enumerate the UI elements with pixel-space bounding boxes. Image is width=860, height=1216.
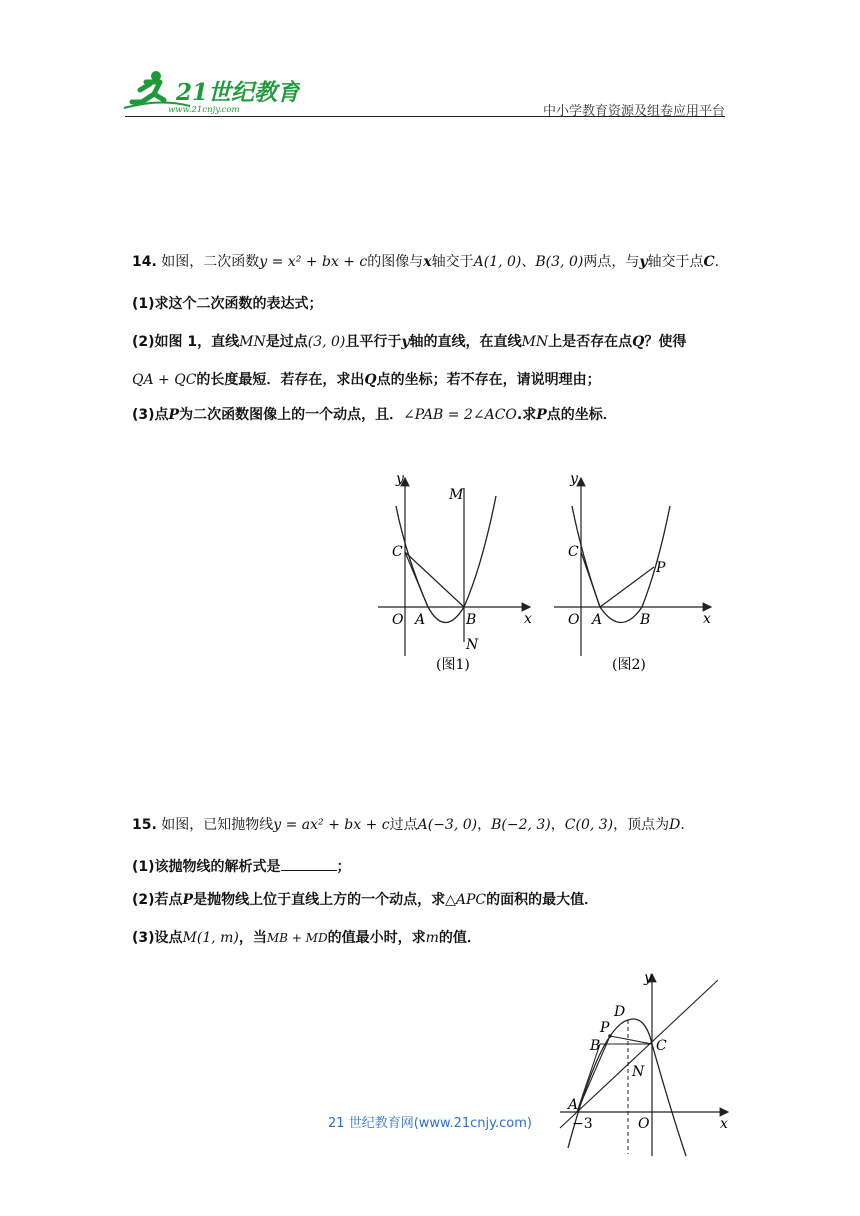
q15-text: 如图，已知抛物线 xyxy=(161,817,274,833)
q14-text: 点的坐标． xyxy=(546,407,617,423)
q14-text: 如图，二次函数 xyxy=(161,254,260,270)
q15-point-c: C(0, 3) xyxy=(564,817,614,833)
q14-text: 且平行于 xyxy=(345,334,402,350)
header-divider xyxy=(125,116,725,117)
q15-text: (1)该抛物线的解析式是 xyxy=(132,859,281,875)
q14-point: (3, 0) xyxy=(307,334,346,350)
q14-text: . xyxy=(714,254,720,270)
q14-text: 点的坐标；若不存在，请说明理由； xyxy=(376,372,601,388)
q14-number: 14. xyxy=(132,254,157,270)
label-y: y xyxy=(644,970,652,986)
label-x: x xyxy=(720,1116,728,1132)
fig1-caption: (图1) xyxy=(436,657,470,673)
logo-url-text: www.21cnjy.com xyxy=(168,105,240,115)
q14-text: (2)如图 1，直线 xyxy=(132,334,240,350)
q14-point-p: P xyxy=(168,407,180,423)
header-platform-text: 中小学教育资源及组卷应用平台 xyxy=(542,104,725,119)
q15-part2 xyxy=(132,890,598,910)
q14-text: .求 xyxy=(516,407,537,423)
label-neg3: −3 xyxy=(572,1116,593,1132)
q14-line-mn: MN xyxy=(239,334,266,350)
q14-line-mn: MN xyxy=(521,334,549,350)
q15-text: 的值． xyxy=(438,930,481,946)
q14-text: 是过点 xyxy=(265,334,308,350)
q15-text: ，顶点为 xyxy=(613,817,670,833)
site-logo xyxy=(120,68,300,118)
q14-var-x: x xyxy=(423,254,432,270)
q14-point-p: P xyxy=(536,407,547,423)
q14-part2-line2 xyxy=(132,370,601,390)
q15-text: (3)设点 xyxy=(132,930,183,946)
label-o: O xyxy=(392,612,404,628)
label-n: N xyxy=(466,637,479,653)
q15-formula: y = ax² + bx + c xyxy=(273,817,390,833)
q14-figure2 xyxy=(546,466,726,676)
q15-triangle: △APC xyxy=(445,892,487,908)
segment-cb xyxy=(405,552,464,607)
q14-text: ？使得 xyxy=(644,334,687,350)
label-b: B xyxy=(466,612,477,628)
q14-var-y: y xyxy=(401,334,410,350)
q14-text: 轴交于 xyxy=(431,254,474,270)
q15-text: 过点 xyxy=(389,817,418,833)
q14-part3 xyxy=(132,405,617,425)
label-p: P xyxy=(600,1020,610,1036)
q14-expr: QA + QC xyxy=(132,372,197,388)
parabola xyxy=(396,496,496,623)
q15-part1 xyxy=(132,857,351,877)
label-a: A xyxy=(592,612,603,628)
label-a: A xyxy=(568,1097,579,1113)
q15-var-m: m xyxy=(425,930,439,946)
footer-site-text[interactable]: 21 世纪教育网(www.21cnjy.com) xyxy=(328,1116,532,1131)
label-c: C xyxy=(656,1038,667,1054)
label-a: A xyxy=(415,612,426,628)
q14-part2-line1 xyxy=(132,332,686,352)
q15-text: 是抛物线上位于直线上方的一个动点，求 xyxy=(193,892,446,908)
q14-point-c: C xyxy=(703,254,715,270)
answer-blank[interactable] xyxy=(281,858,337,871)
q14-text: 为二次函数图像上的一个动点，且． xyxy=(179,407,404,423)
q15-point-a: A(−3, 0) xyxy=(417,817,478,833)
q15-point-m: M(1, m) xyxy=(182,930,239,946)
q15-text: (2)若点 xyxy=(132,892,183,908)
q14-point-q: Q xyxy=(632,334,645,350)
q14-text: 的长度最短．若存在，求出 xyxy=(196,372,365,388)
label-m: M xyxy=(449,487,464,503)
q15-part3 xyxy=(132,928,481,948)
q14-point-a: A(1, 0) xyxy=(473,254,522,270)
label-y: y xyxy=(396,471,404,487)
q14-point-b: B(3, 0) xyxy=(535,254,584,270)
q14-part1-text: (1)求这个二次函数的表达式； xyxy=(132,296,323,312)
label-c: C xyxy=(568,544,579,560)
q15-text: ； xyxy=(336,859,351,875)
q15-text: ，当 xyxy=(238,930,267,946)
segment-ap xyxy=(600,567,654,607)
q15-text: 的面积的最大值． xyxy=(486,892,599,908)
segment-ca xyxy=(405,552,428,607)
label-o: O xyxy=(568,612,580,628)
fig2-caption: (图2) xyxy=(612,657,646,673)
q15-text: . xyxy=(680,817,685,833)
segment-pc xyxy=(610,1036,652,1044)
q14-var-y: y xyxy=(639,254,648,270)
q15-point-p: P xyxy=(182,892,194,908)
q15-number: 15. xyxy=(132,817,157,833)
label-x: x xyxy=(703,611,711,627)
label-b: B xyxy=(640,612,651,628)
q14-text: 的图像与 xyxy=(367,254,424,270)
line-ac xyxy=(560,980,718,1128)
label-x: x xyxy=(524,611,532,627)
label-y: y xyxy=(570,471,578,487)
q14-text: 上是否存在点 xyxy=(548,334,633,350)
segment-ca xyxy=(581,552,600,607)
q15-point-d: D xyxy=(669,817,681,833)
q14-figure1 xyxy=(370,466,540,676)
q15-point-b: B(−2, 3) xyxy=(491,817,551,833)
q15-line1: 15. 如图，已知抛物线y = ax² + bx + c过点A(−3, 0)，B(−2, 3)，C(0, 3)，顶点为D. xyxy=(132,817,685,833)
label-o: O xyxy=(638,1116,650,1132)
q14-text: (3)点 xyxy=(132,407,169,423)
label-p: P xyxy=(656,560,666,576)
q14-text: 、 xyxy=(521,254,536,270)
q14-part1 xyxy=(132,294,323,314)
q14-text: 两点，与 xyxy=(583,254,640,270)
q14-text: 轴的直线，在直线 xyxy=(409,334,522,350)
q14-formula: y = x² + bx + c xyxy=(259,254,368,270)
label-d: D xyxy=(614,1004,626,1020)
q14-line1 xyxy=(132,252,719,272)
label-c: C xyxy=(392,544,403,560)
q14-angle-expr: ∠PAB = 2∠ACO xyxy=(403,407,517,423)
q15-expr: MB + MD xyxy=(266,931,328,945)
q14-text: 轴交于点 xyxy=(647,254,704,270)
q14-point-q: Q xyxy=(364,372,377,388)
label-n: N xyxy=(632,1064,645,1080)
logo-main-text: 21世纪教育 xyxy=(176,79,300,106)
label-b: B xyxy=(590,1038,601,1054)
q15-text: 的值最小时，求 xyxy=(327,930,426,946)
